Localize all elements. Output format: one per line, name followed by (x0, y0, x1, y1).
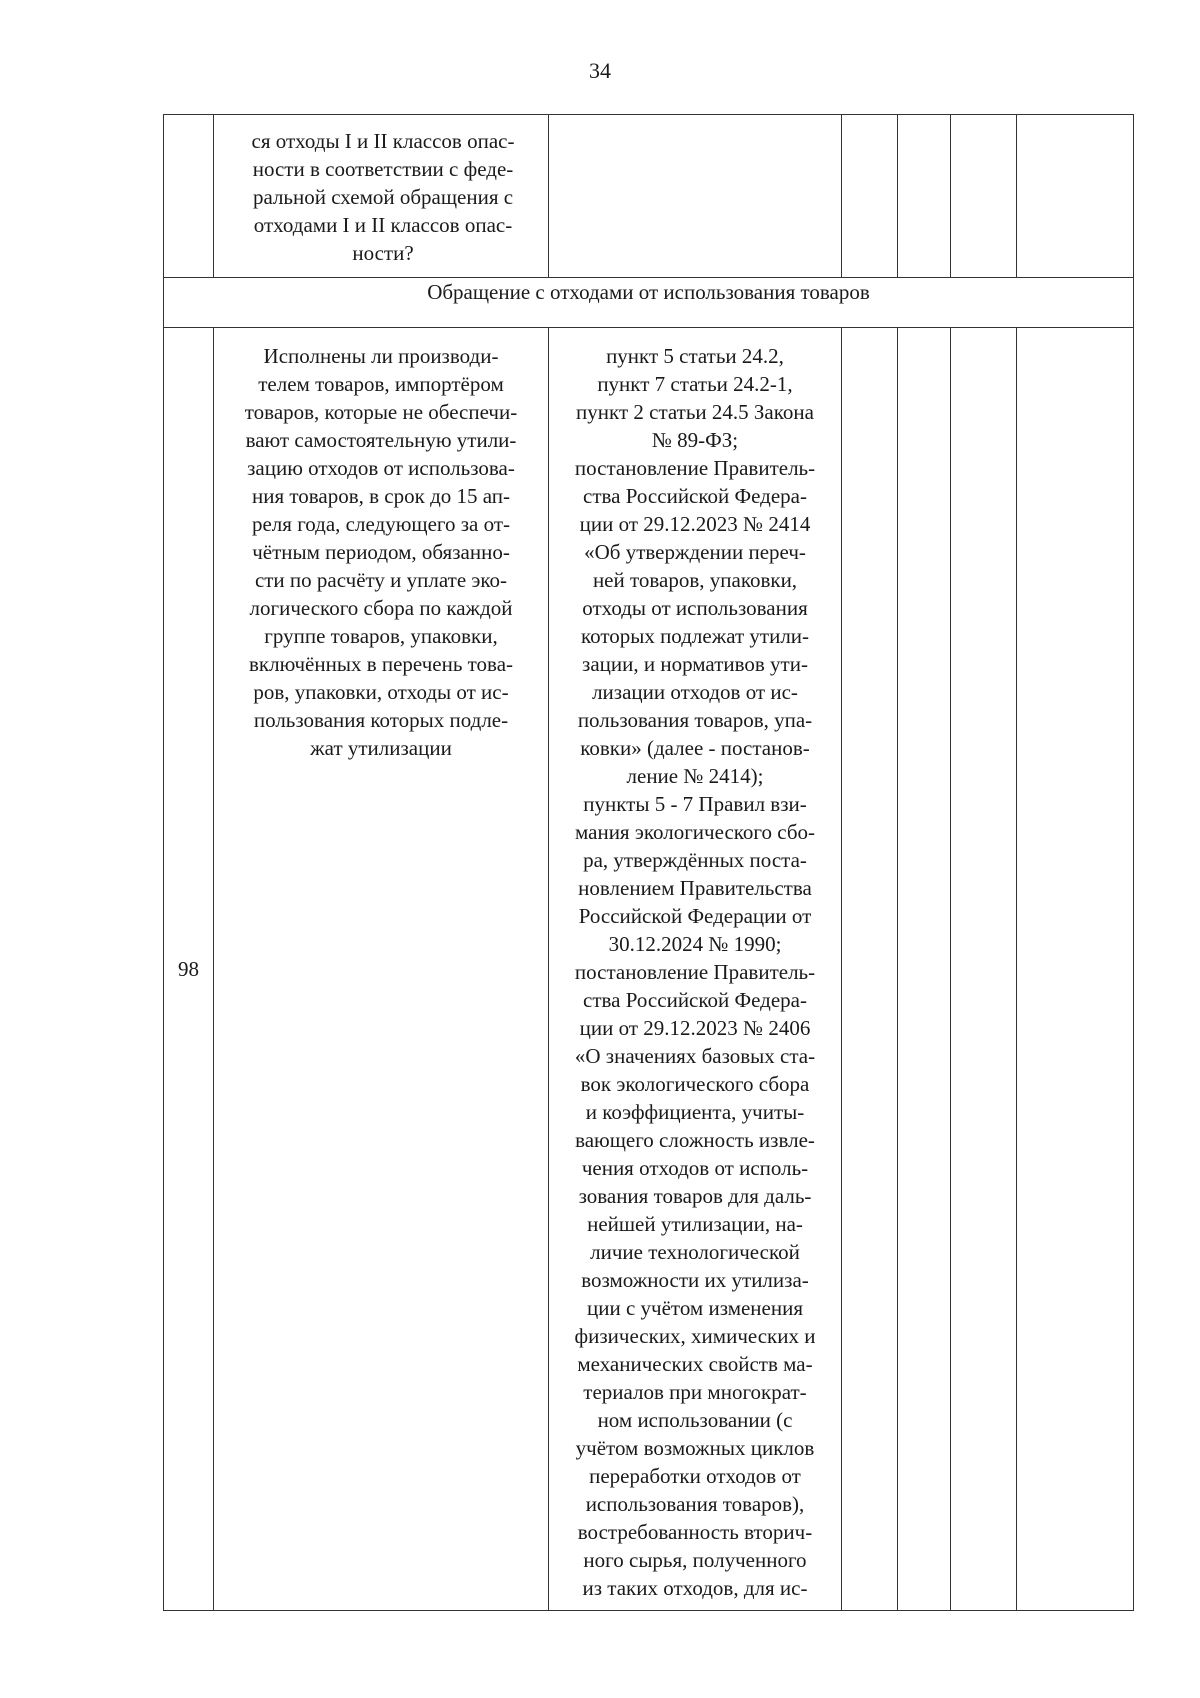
text-line: группе товаров, упаковки, (264, 624, 498, 648)
text-line: ства Российской Федера- (583, 988, 807, 1012)
text-line: ного сырья, полученного (583, 1548, 807, 1572)
answer-yes-cell (842, 115, 898, 278)
text-line: ров, упаковки, отходы от ис- (253, 680, 509, 704)
text-line: использования товаров), (585, 1492, 805, 1516)
text-line: востребованность вторич- (577, 1520, 813, 1544)
table-row-continued (164, 115, 1134, 278)
text-line: зацию отходов от использова- (247, 456, 515, 480)
text-line: «О значениях базовых ста- (574, 1044, 816, 1068)
text-line: механических свойств ма- (577, 1352, 813, 1376)
table-row (164, 328, 1134, 1611)
text-line: № 89-ФЗ; (651, 428, 739, 452)
text-line: 30.12.2024 № 1990; (608, 932, 782, 956)
text-line: нейшей утилизации, на- (587, 1212, 803, 1236)
text-line: ся отходы I и II классов опас- (251, 129, 515, 153)
question-cell (214, 115, 549, 278)
text-line: пункт 2 статьи 24.5 Закона (576, 400, 814, 424)
text-line: вают самостоятельную утили- (245, 428, 517, 452)
text-line: вающего сложность извле- (575, 1128, 815, 1152)
text-line: пункты 5 - 7 Правил взи- (583, 792, 807, 816)
text-line: ковки» (далее - постанов- (580, 736, 810, 760)
section-header-row (164, 278, 1134, 328)
text-line: телем товаров, импортёром (258, 372, 504, 396)
text-line: и коэффициента, учиты- (585, 1100, 805, 1124)
text-line: логического сбора по каждой (249, 596, 513, 620)
text-line: териалов при многократ- (583, 1380, 807, 1404)
text-line: из таких отходов, для ис- (582, 1576, 808, 1600)
text-line: ции с учётом изменения (587, 1296, 803, 1320)
text-line: лизации отходов от ис- (592, 680, 798, 704)
text-line: сти по расчёту и уплате эко- (254, 568, 508, 592)
text-line: ности? (352, 241, 414, 265)
text-line: постановление Правитель- (574, 960, 816, 984)
answer-no-cell (898, 328, 951, 1611)
text-line: пункт 5 статьи 24.2, (606, 344, 784, 368)
text-line: ральной схемой обращения с (252, 185, 514, 209)
text-line: которых подлежат утили- (580, 624, 810, 648)
text-line: зования товаров для даль- (578, 1184, 812, 1208)
note-cell (1017, 328, 1134, 1611)
text-line: «Об утверждении переч- (584, 540, 806, 564)
row-number: 98 (164, 328, 214, 1611)
number-cell (164, 115, 214, 278)
text-line: реля года, следующего за от- (251, 512, 510, 536)
text-line: личие технологической (590, 1240, 800, 1264)
text-line: пользования которых подле- (253, 708, 509, 732)
text-line: переработки отходов от (589, 1464, 801, 1488)
text-line: отходами I и II классов опас- (253, 213, 513, 237)
text-line: ном использовании (с (597, 1408, 793, 1432)
text-line: постановление Правитель- (574, 456, 816, 480)
reference-cell (549, 328, 842, 1611)
page-number: 34 (589, 58, 611, 83)
answer-yes-cell (842, 328, 898, 1611)
answer-na-cell (951, 328, 1017, 1611)
text-line: ции от 29.12.2023 № 2414 (579, 512, 811, 536)
text-line: физических, химических и (574, 1324, 816, 1348)
text-line: ства Российской Федера- (583, 484, 807, 508)
question-cell (214, 328, 549, 1611)
text-line: ней товаров, упаковки, (592, 568, 798, 592)
text-line: зации, и нормативов ути- (582, 652, 808, 676)
question-text (214, 115, 548, 267)
text-line: отходы от использования (582, 596, 808, 620)
text-line: товаров, которые не обеспечи- (244, 400, 518, 424)
text-line: Российской Федерации от (578, 904, 812, 928)
note-cell (1017, 115, 1134, 278)
reference-cell (549, 115, 842, 278)
text-line: мания экологического сбо- (574, 820, 815, 844)
question-text (214, 328, 548, 762)
text-line: Исполнены ли производи- (263, 344, 499, 368)
text-line: чения отходов от исполь- (581, 1156, 809, 1180)
text-line: ление № 2414); (626, 764, 764, 788)
checklist-table (163, 114, 1134, 1611)
text-line: вок экологического сбора (580, 1072, 810, 1096)
text-line: чётным периодом, обязанно- (252, 540, 510, 564)
legal-reference-text (549, 328, 841, 1602)
text-line: включённых в перечень това- (248, 652, 514, 676)
text-line: жат утилизации (310, 736, 452, 760)
text-line: ности в соответствии с феде- (252, 157, 514, 181)
answer-na-cell (951, 115, 1017, 278)
text-line: пункт 7 статьи 24.2-1, (597, 372, 793, 396)
text-line: возможности их утилиза- (581, 1268, 809, 1292)
text-line: новлением Правительства (578, 876, 812, 900)
answer-no-cell (898, 115, 951, 278)
text-line: учётом возможных циклов (575, 1436, 815, 1460)
text-line: пользования товаров, упа- (577, 708, 813, 732)
text-line: ра, утверждённых поста- (583, 848, 807, 872)
text-line: ции от 29.12.2023 № 2406 (579, 1016, 811, 1040)
section-title: Обращение с отходами от использования товаров (164, 278, 1134, 328)
text-line: ния товаров, в срок до 15 ап- (251, 484, 511, 508)
